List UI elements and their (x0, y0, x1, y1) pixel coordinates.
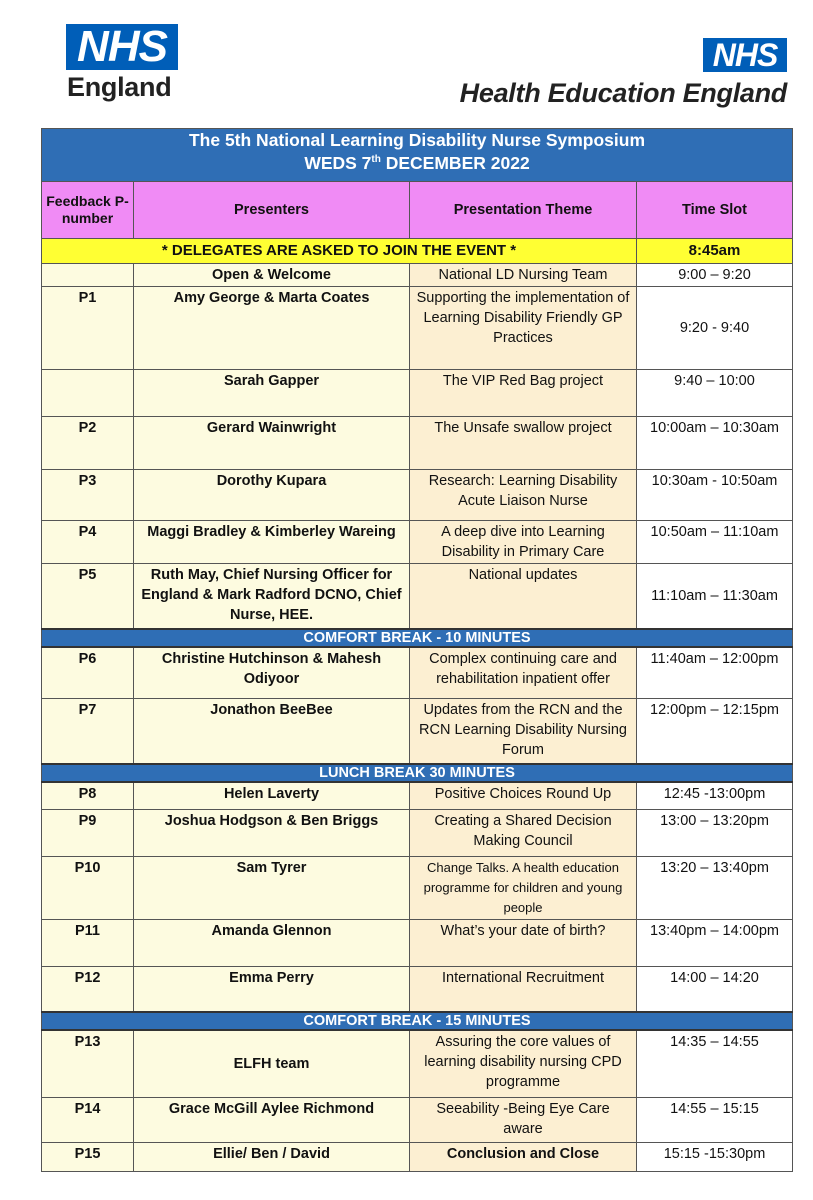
presenter-name: Maggi Bradley & Kimberley Wareing (134, 521, 410, 564)
presentation-theme: Seeability -Being Eye Care aware (410, 1098, 637, 1143)
schedule-table (41, 128, 793, 1172)
table-row (42, 647, 793, 699)
feedback-number: P4 (42, 521, 134, 564)
title-line2-sup: th (371, 154, 381, 165)
feedback-number: P1 (42, 287, 134, 370)
presentation-theme: International Recruitment (410, 967, 637, 1013)
presentation-theme: National updates (410, 564, 637, 630)
presenter-name: Joshua Hodgson & Ben Briggs (134, 810, 410, 857)
nhs-england-text: England (67, 72, 172, 102)
page-title (42, 129, 793, 182)
time-slot: 13:00 – 13:20pm (637, 810, 793, 857)
time-slot: 9:20 - 9:40 (637, 287, 793, 370)
time-slot: 14:55 – 15:15 (637, 1098, 793, 1143)
presenter-name: Sam Tyrer (134, 857, 410, 920)
hee-text: Health Education England (459, 78, 787, 108)
feedback-number (42, 264, 134, 287)
break-label: COMFORT BREAK - 15 MINUTES (42, 1012, 793, 1030)
delegates-time: 8:45am (637, 239, 793, 264)
feedback-number: P2 (42, 417, 134, 470)
time-slot: 15:15 -15:30pm (637, 1143, 793, 1172)
schedule-body (42, 264, 793, 1172)
feedback-number: P11 (42, 920, 134, 967)
feedback-number: P15 (42, 1143, 134, 1172)
feedback-number: P10 (42, 857, 134, 920)
presentation-theme: Change Talks. A health education programme for children and young people (410, 857, 637, 920)
presenter-name: Amanda Glennon (134, 920, 410, 967)
table-row (42, 967, 793, 1013)
table-row (42, 782, 793, 810)
header-theme: Presentation Theme (410, 182, 637, 239)
presentation-theme: Updates from the RCN and the RCN Learning Disability Nursing Forum (410, 699, 637, 765)
presentation-theme: Supporting the implementation of Learning Disability Friendly GP Practices (410, 287, 637, 370)
table-row (42, 521, 793, 564)
table-row (42, 417, 793, 470)
feedback-number: P5 (42, 564, 134, 630)
presenter-name: Grace McGill Aylee Richmond (134, 1098, 410, 1143)
presenter-name: Amy George & Marta Coates (134, 287, 410, 370)
header-time: Time Slot (637, 182, 793, 239)
title-line1: The 5th National Learning Disability Nurse Symposium (188, 130, 646, 150)
title-row (42, 129, 793, 182)
feedback-number: P3 (42, 470, 134, 521)
presentation-theme: Positive Choices Round Up (410, 782, 637, 810)
table-row (42, 699, 793, 765)
presentation-theme: Creating a Shared Decision Making Council (410, 810, 637, 857)
time-slot: 13:40pm – 14:00pm (637, 920, 793, 967)
presenter-name: Gerard Wainwright (134, 417, 410, 470)
presentation-theme: The VIP Red Bag project (410, 370, 637, 417)
presenter-name: Ellie/ Ben / David (134, 1143, 410, 1172)
feedback-number: P13 (42, 1030, 134, 1098)
table-row (42, 370, 793, 417)
break-label: LUNCH BREAK 30 MINUTES (42, 764, 793, 782)
feedback-number: P9 (42, 810, 134, 857)
break-row (42, 764, 793, 782)
title-line2-post: DECEMBER 2022 (380, 152, 530, 173)
break-row (42, 1012, 793, 1030)
header-presenters: Presenters (134, 182, 410, 239)
feedback-number: P14 (42, 1098, 134, 1143)
table-row (42, 1030, 793, 1098)
feedback-number: P8 (42, 782, 134, 810)
hee-logo (460, 38, 787, 109)
presentation-theme: Conclusion and Close (410, 1143, 637, 1172)
delegates-text: * DELEGATES ARE ASKED TO JOIN THE EVENT * (42, 239, 637, 264)
presenter-name: Jonathon BeeBee (134, 699, 410, 765)
presentation-theme: What’s your date of birth? (410, 920, 637, 967)
presenter-name: Ruth May, Chief Nursing Officer for England & Mark Radford DCNO, Chief Nurse, HEE. (134, 564, 410, 630)
time-slot: 9:40 – 10:00 (637, 370, 793, 417)
presentation-theme: A deep dive into Learning Disability in Primary Care (410, 521, 637, 564)
table-row (42, 264, 793, 287)
nhs-logo-mark: NHS (66, 24, 178, 70)
presentation-theme: Research: Learning Disability Acute Liaison Nurse (410, 470, 637, 521)
table-row (42, 564, 793, 630)
header-feedback: Feedback P-number (42, 182, 134, 239)
presenter-name: Sarah Gapper (134, 370, 410, 417)
presentation-theme: Assuring the core values of learning disability nursing CPD programme (410, 1030, 637, 1098)
table-row (42, 1098, 793, 1143)
table-row (42, 470, 793, 521)
time-slot: 10:00am – 10:30am (637, 417, 793, 470)
time-slot: 14:00 – 14:20 (637, 967, 793, 1013)
title-line2-pre: WEDS 7 (304, 152, 372, 173)
time-slot: 9:00 – 9:20 (637, 264, 793, 287)
presenter-name: Emma Perry (134, 967, 410, 1013)
feedback-number: P12 (42, 967, 134, 1013)
presenter-name: Christine Hutchinson & Mahesh Odiyoor (134, 647, 410, 699)
header-row (42, 182, 793, 239)
break-row (42, 629, 793, 647)
presenter-name: Open & Welcome (134, 264, 410, 287)
time-slot: 14:35 – 14:55 (637, 1030, 793, 1098)
presentation-theme: The Unsafe swallow project (410, 417, 637, 470)
break-label: COMFORT BREAK - 10 MINUTES (42, 629, 793, 647)
feedback-number (42, 370, 134, 417)
table-row (42, 1143, 793, 1172)
table-row (42, 857, 793, 920)
time-slot: 12:00pm – 12:15pm (637, 699, 793, 765)
nhs-england-logo (66, 24, 178, 103)
time-slot: 13:20 – 13:40pm (637, 857, 793, 920)
presentation-theme: National LD Nursing Team (410, 264, 637, 287)
feedback-number: P7 (42, 699, 134, 765)
time-slot: 12:45 -13:00pm (637, 782, 793, 810)
feedback-number: P6 (42, 647, 134, 699)
time-slot: 10:50am – 11:10am (637, 521, 793, 564)
time-slot: 10:30am - 10:50am (637, 470, 793, 521)
presenter-name: Helen Laverty (134, 782, 410, 810)
table-row (42, 287, 793, 370)
time-slot: 11:40am – 12:00pm (637, 647, 793, 699)
table-row (42, 810, 793, 857)
nhs-logo-mark-small: NHS (703, 38, 787, 72)
presenter-name: Dorothy Kupara (134, 470, 410, 521)
delegates-row (42, 239, 793, 264)
presenter-name: ELFH team (134, 1030, 410, 1098)
time-slot: 11:10am – 11:30am (637, 564, 793, 630)
presentation-theme: Complex continuing care and rehabilitation inpatient offer (410, 647, 637, 699)
table-row (42, 920, 793, 967)
